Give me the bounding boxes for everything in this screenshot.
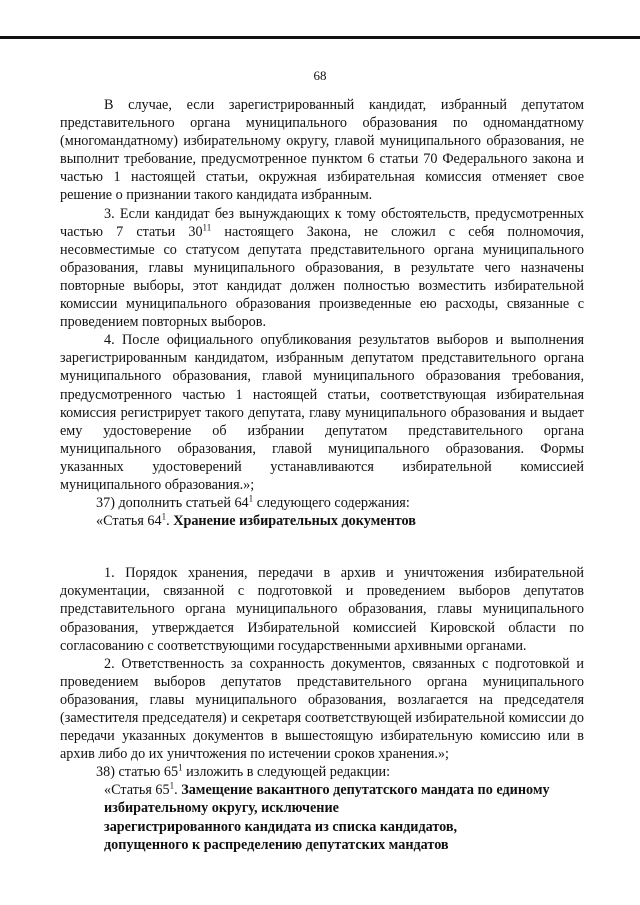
spacer <box>60 530 584 564</box>
page-number: 68 <box>313 68 327 83</box>
document-body <box>60 96 584 854</box>
paragraph: 1. Порядок хранения, передачи в архив и уничтожения избирательной документации, связанной с подготовкой и проведением выборов депутатов представительного органа муниципального образования, главы муниципального образования, утверждается Избирательной комиссией Кировской области по согласованию с соответствующими государственными архивными органами. <box>60 565 584 654</box>
article-65-heading: «Статья $65^1$. Замещение вакантного депутатского мандата по единому <box>104 780 550 799</box>
article-65-title-cont: допущенного к распределению депутатских мандатов <box>104 836 449 853</box>
paragraph: 4. После официального опубликования результатов выборов и выполнения зарегистрированным кандидатом, избранным депутатом представительного органа муниципального образования, главой муниципального образования требования, предусмотренного частью 1 настоящей статьи, соответствующая избирательная комиссия регистрирует такого депутата, главу муниципального образования и выдает ему удостоверение об избрании депутатом представительного органа муниципального образования, главой муниципального образования. Формы указанных удостоверений устанавливаются избирательной комиссией муниципального образования.»; <box>60 332 584 493</box>
amendment-item-38: 38) статью $65^1$ изложить в следующей редакции: <box>96 762 391 781</box>
article-64-heading: «Статья $64^1$. Хранение избирательных документов <box>96 511 416 530</box>
article-65-title: Замещение вакантного депутатского мандата по единому <box>181 782 550 799</box>
article-64-title: Хранение избирательных документов <box>173 513 416 530</box>
paragraph: В случае, если зарегистрированный кандидат, избранный депутатом представительного органа муниципального образования по одномандатному (многомандатному) избирательному округу, главой муниципального образования, не выполнит требование, предусмотренное пунктом 6 статьи 70 Федерального закона и частью 1 настоящей статьи, окружная избирательная комиссия отменяет свое решение о признании такого кандидата избранным. <box>60 97 584 204</box>
article-65-title-cont: избирательному округу, исключение <box>104 800 339 817</box>
amendment-item-37: 37) дополнить статьей $64^1$ следующего содержания: <box>96 493 410 512</box>
article-65-title-cont: зарегистрированного кандидата из списка кандидатов, <box>104 818 458 835</box>
paragraph: 3. Если кандидат без вынуждающих к тому обстоятельств, предусмотренных частью 7 статьи $30^{11}$ настоящего Закона, не сложил с себя полномочия, несовместимые со статусом депутата представительного органа муниципального образования, главы муниципального образования, в результате чего назначены повторные выборы, этот кандидат должен полностью возместить избирательной комиссии муниципального образования произведенные ею расходы, связанные с проведением повторных выборов. <box>60 205 584 331</box>
top-rule <box>0 36 640 39</box>
paragraph: 2. Ответственность за сохранность документов, связанных с подготовкой и проведением выборов депутатов представительного органа муниципального образования, главы муниципального образования, возлагается на председателя (заместителя председателя) и секретаря соответствующей избирательной комиссии до передачи указанных документов в вышестоящую избирательную комиссию или в архив либо до их уничтожения по истечении сроков хранения.»; <box>60 655 584 763</box>
